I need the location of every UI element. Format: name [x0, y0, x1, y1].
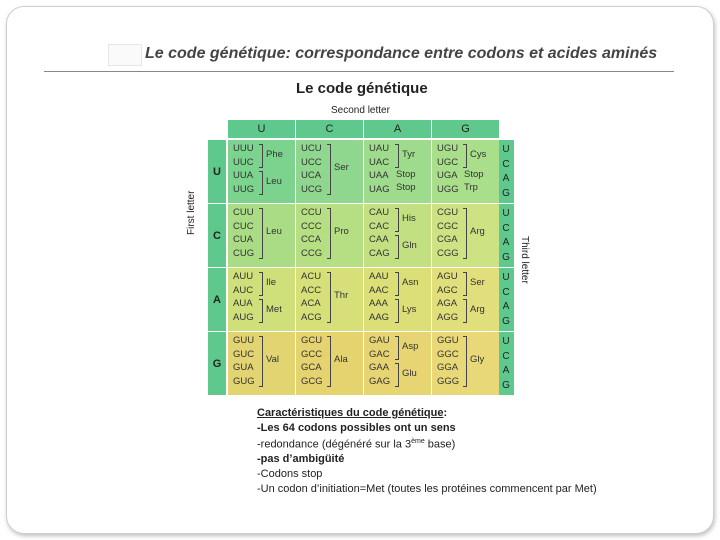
amino-acid-label: Asn [402, 276, 419, 288]
amino-acid-label: His [402, 212, 416, 224]
amino-acid-label: Ile [266, 276, 277, 288]
amino-acid-label: Thr [334, 290, 349, 301]
codon: UAC [369, 156, 390, 168]
codon-block [228, 332, 295, 395]
second-letter-label: Second letter [331, 105, 390, 116]
column-header-g: G [432, 120, 499, 138]
codon-group-brace [395, 363, 399, 387]
codon: AGU [437, 271, 458, 282]
codon: CUC [233, 220, 254, 232]
note-line-2 [257, 435, 597, 452]
codon: UUC [233, 156, 254, 168]
amino-acid-label: Ala [334, 354, 348, 365]
note-line-2-sup: ème [411, 438, 425, 446]
codon: CAU [369, 207, 390, 218]
codon: UAU [369, 143, 390, 154]
row-header-a: A [208, 268, 226, 331]
column-header-u: U [228, 120, 295, 138]
codon: GUU [233, 335, 255, 346]
amino-acid-label: Val [266, 354, 280, 365]
amino-acid-label: Stop [396, 182, 416, 194]
codon-group-brace [327, 144, 331, 195]
codon: UGG [437, 183, 459, 195]
codon: CAC [369, 220, 390, 232]
codon-block [432, 204, 499, 267]
codon: CCA [301, 234, 322, 245]
codon: GAC [369, 348, 390, 360]
amino-acid-label: Pro [334, 226, 349, 237]
codon: GGG [437, 375, 460, 387]
codon: UCU [301, 143, 322, 154]
codon-group-brace [463, 299, 467, 323]
codon: GGU [437, 335, 459, 346]
codon: AAU [369, 271, 389, 282]
amino-acid-label: Met [266, 303, 282, 315]
codon-group-brace [463, 336, 467, 387]
amino-acid-label: Tyr [402, 148, 416, 160]
third-letter: U [502, 335, 510, 347]
note-line-4: -Codons stop [257, 468, 323, 481]
amino-acid-label: Leu [266, 175, 282, 187]
codon: UCC [301, 156, 322, 168]
codon-block [364, 204, 431, 267]
codon: CUG [233, 247, 255, 259]
codon: ACU [301, 271, 322, 282]
codon: AGC [437, 284, 458, 296]
codon-group-brace [463, 272, 467, 296]
amino-acid-label: Lys [402, 303, 417, 315]
amino-acid-label: Stop [396, 168, 416, 180]
figure-title: Le code génétique [296, 80, 428, 97]
codon: UUG [233, 183, 255, 195]
note-line-2-b: base) [424, 438, 456, 451]
codon: GAG [369, 375, 391, 387]
codon: GUC [233, 348, 255, 360]
third-letter: U [502, 143, 510, 155]
codon: CAA [369, 234, 389, 245]
codon: AGG [437, 311, 459, 323]
codon-block [228, 268, 295, 331]
codon-group-brace [463, 208, 467, 259]
codon: CCC [301, 220, 322, 232]
codon: GCC [301, 348, 323, 360]
third-letter: U [502, 271, 510, 283]
codon: ACC [301, 284, 322, 296]
codon: UUA [233, 170, 254, 181]
third-letter: G [502, 380, 510, 392]
codon: UUU [233, 143, 254, 154]
codon: UCA [301, 170, 322, 181]
codon-block [364, 268, 431, 331]
codon: UGU [437, 143, 459, 154]
codon-group-brace [395, 299, 399, 323]
codon: CGG [437, 247, 459, 259]
third-letter: C [502, 350, 510, 362]
codon-group-brace [395, 235, 399, 259]
codon: CGA [437, 234, 458, 245]
amino-acid-label: Ser [470, 276, 485, 288]
amino-acid-label: Asp [402, 340, 419, 352]
codon-block [364, 140, 431, 203]
title-divider [44, 71, 674, 72]
codon-block [432, 268, 499, 331]
codon: CCU [301, 207, 322, 218]
codon: CGC [437, 220, 459, 232]
logo-placeholder [108, 44, 142, 66]
third-letter: A [502, 237, 510, 249]
third-letter: U [502, 207, 510, 219]
codon: UCG [301, 183, 323, 195]
third-letter-column [498, 204, 514, 267]
codon-block [228, 204, 295, 267]
codon-group-brace [259, 144, 263, 168]
amino-acid-label: Leu [266, 226, 282, 237]
codon-block [364, 332, 431, 395]
note-line-1: -Les 64 codons possibles ont un sens [257, 421, 456, 434]
codon: AAC [369, 284, 389, 296]
codon: AAG [369, 311, 390, 323]
codon-block [228, 140, 295, 203]
codon: GUG [233, 375, 255, 387]
codon-group-brace [395, 336, 399, 360]
codon: UGC [437, 156, 459, 168]
codon: ACA [301, 298, 321, 309]
codon: AUA [233, 298, 253, 309]
codon-group-brace [259, 272, 263, 296]
codon: CCG [301, 247, 323, 259]
first-letter-label: First letter [186, 190, 197, 235]
codon-block [296, 204, 363, 267]
amino-acid-label: Gly [470, 354, 485, 365]
codon: AAA [369, 298, 389, 309]
codon: ACG [301, 311, 322, 323]
codon: AUU [233, 271, 254, 282]
third-letter-column [498, 332, 514, 395]
codon-group-brace [395, 272, 399, 296]
codon: UGA [437, 170, 458, 181]
codon-group-brace [259, 336, 263, 387]
third-letter: A [502, 301, 510, 313]
notes-heading: Caractéristiques du code génétique [257, 407, 444, 419]
third-letter: C [502, 158, 510, 170]
codon: CUA [233, 234, 254, 245]
amino-acid-label: Ser [334, 162, 349, 173]
third-letter: C [502, 286, 510, 298]
genetic-code-table [206, 118, 514, 392]
codon: GGA [437, 362, 459, 373]
note-line-3: -pas d’ambigüité [257, 453, 345, 466]
amino-acid-label: Phe [266, 148, 283, 160]
codon-group-brace [259, 171, 263, 195]
third-letter: G [502, 252, 510, 264]
amino-acid-label: Arg [470, 303, 485, 315]
codon: GGC [437, 348, 459, 360]
codon: GCA [301, 362, 322, 373]
codon-block [296, 332, 363, 395]
codon-group-brace [327, 272, 331, 323]
amino-acid-label: Glu [402, 367, 417, 379]
note-line-5: -Un codon d’initiation=Met (toutes les protéines commencent par Met) [257, 482, 597, 495]
codon: GUA [233, 362, 254, 373]
codon: GCU [301, 335, 323, 346]
codon-group-brace [395, 144, 399, 168]
codon: CAG [369, 247, 390, 259]
codon-group-brace [327, 208, 331, 259]
codon: CUU [233, 207, 254, 218]
codon-block [432, 140, 499, 203]
third-letter-column [498, 268, 514, 331]
amino-acid-label: Arg [470, 226, 485, 237]
codon: AUC [233, 284, 254, 296]
third-letter-label: Third letter [519, 236, 530, 284]
third-letter-column [498, 140, 514, 203]
row-header-u: U [208, 140, 226, 203]
codon: GAA [369, 362, 390, 373]
codon-block [296, 140, 363, 203]
row-header-c: C [208, 204, 226, 267]
note-line-2-a: -redondance (dégénéré sur la 3 [257, 438, 412, 451]
codon: AGA [437, 298, 458, 309]
amino-acid-label: Gln [402, 239, 417, 251]
codon-block [296, 268, 363, 331]
codon: UAA [369, 170, 389, 181]
column-header-a: A [364, 120, 431, 138]
codon: UAG [369, 183, 390, 195]
column-header-c: C [296, 120, 363, 138]
slide-title: Le code génétique: correspondance entre codons et acides aminés [145, 45, 658, 62]
codon-block [432, 332, 499, 395]
row-header-g: G [208, 332, 226, 395]
codon-group-brace [463, 144, 467, 168]
amino-acid-label: Cys [470, 148, 487, 160]
codon: CGU [437, 207, 459, 218]
third-letter: A [502, 173, 510, 185]
codon-group-brace [259, 208, 263, 259]
third-letter: A [502, 365, 510, 377]
codon-group-brace [259, 299, 263, 323]
codon: AUG [233, 311, 254, 323]
codon-group-brace [395, 208, 399, 232]
codon: GCG [301, 375, 323, 387]
characteristics-notes [257, 406, 597, 496]
amino-acid-label: Stop [464, 168, 484, 180]
third-letter: G [502, 188, 510, 200]
codon: GAU [369, 335, 390, 346]
amino-acid-label: Trp [464, 182, 478, 194]
codon-group-brace [327, 336, 331, 387]
notes-heading-colon: : [443, 407, 448, 419]
third-letter: C [502, 222, 510, 234]
third-letter: G [502, 316, 510, 328]
